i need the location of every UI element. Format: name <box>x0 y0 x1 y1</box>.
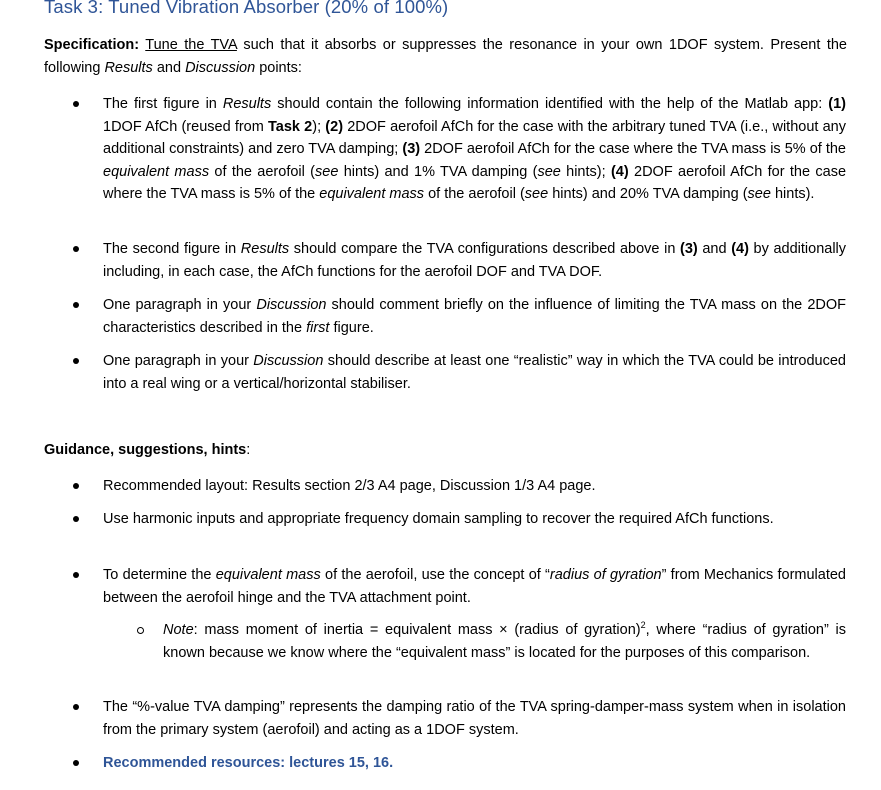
list-item: One paragraph in your Discussion should describe at least one “realistic” way in which the TVA could be introduced into a real wing or a vertical/horizontal stabiliser. <box>103 350 846 395</box>
list-item: The second figure in Results should compare the TVA configurations described above in (3) and (4) by additionally including, in each case, the AfCh functions for the aerofoil DOF and TVA DOF. <box>103 238 846 283</box>
bullet-icon <box>73 760 79 766</box>
list-item: The “%-value TVA damping” represents the damping ratio of the TVA spring-damper-mass system when in isolation from the primary system (aerofoil) and acting as a 1DOF system. <box>103 696 846 741</box>
sub-list-item: Note: mass moment of inertia = equivalent mass × (radius of gyration)$^2$, where “radius of gyration” is known because we know where the “equivalent mass” is located for the purposes of this comparison. <box>163 619 846 664</box>
guidance-heading: Guidance, suggestions, hints: <box>44 442 251 458</box>
bullet-icon <box>73 704 79 710</box>
recommended-resources: Recommended resources: lectures 15, 16. <box>103 755 394 771</box>
list-item: One paragraph in your Discussion should comment briefly on the influence of limiting the TVA mass on the 2DOF characteristics described in the first figure. <box>103 294 846 339</box>
list-item: Recommended layout: Results section 2/3 A4 page, Discussion 1/3 A4 page. <box>103 475 846 498</box>
specification-label: Specification: <box>44 37 140 53</box>
bullet-icon <box>73 483 79 489</box>
list-item <box>103 752 846 775</box>
tune-tva-link[interactable]: Tune the TVA <box>145 37 237 53</box>
list-item: The first figure in Results should contain the following information identified with the help of the Matlab app: (1) 1DOF AfCh (reused from Task 2); (2) 2DOF aerofoil AfCh for the case with the arbitrary tuned TVA (i.e., without any additional constraints) and zero TVA damping; (3) 2DOF aerofoil AfCh for the case where the TVA mass is 5% of the equivalent mass of the aerofoil (see hints) and 1% TVA damping (see hints); (4) 2DOF aerofoil AfCh for the case where the TVA mass is 5% of the equivalent mass of the aerofoil (see hints) and 20% TVA damping (see hints). <box>103 93 846 206</box>
bullet-icon <box>73 101 79 107</box>
bullet-icon <box>73 302 79 308</box>
task-title: Task 3: Tuned Vibration Absorber (20% of 100%) <box>44 0 449 17</box>
bullet-icon <box>73 572 79 578</box>
bullet-icon <box>73 358 79 364</box>
circle-bullet-icon <box>137 627 144 634</box>
list-item: Use harmonic inputs and appropriate frequency domain sampling to recover the required AfCh functions. <box>103 508 846 531</box>
bullet-icon <box>73 246 79 252</box>
list-item: To determine the equivalent mass of the aerofoil, use the concept of “radius of gyration” from Mechanics formulated between the aerofoil hinge and the TVA attachment point. <box>103 564 846 609</box>
specification-paragraph: Specification: Tune the TVA such that it absorbs or suppresses the resonance in your own 1DOF system. Present the following Results and Discussion points: <box>44 37 847 76</box>
bullet-icon <box>73 516 79 522</box>
